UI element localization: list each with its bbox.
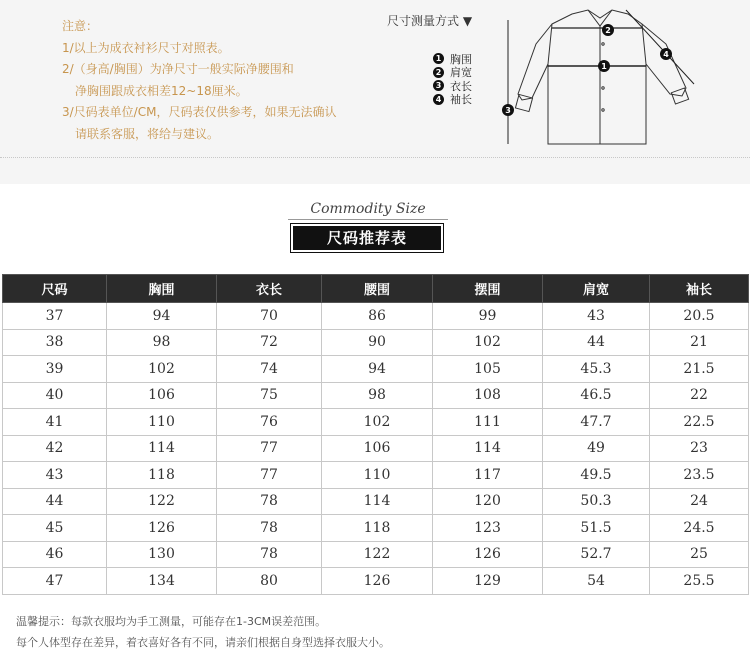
table-cell: 120 — [433, 488, 543, 515]
table-cell: 47 — [3, 568, 107, 595]
table-cell: 134 — [107, 568, 217, 595]
table-cell: 44 — [3, 488, 107, 515]
table-cell: 21 — [650, 329, 749, 356]
table-cell: 49 — [543, 435, 650, 462]
table-cell: 72 — [217, 329, 322, 356]
table-cell: 126 — [322, 568, 433, 595]
legend-item-sleeve — [433, 93, 472, 107]
table-cell: 23 — [650, 435, 749, 462]
number-2-icon: 2 — [433, 67, 444, 78]
table-cell: 129 — [433, 568, 543, 595]
measure-title-text: 尺寸测量方式 — [387, 14, 460, 28]
table-cell: 40 — [3, 382, 107, 409]
legend-label: 袖长 — [450, 93, 472, 107]
svg-text:4: 4 — [663, 50, 669, 59]
table-cell: 105 — [433, 356, 543, 383]
table-cell: 118 — [107, 462, 217, 489]
table-cell: 99 — [433, 303, 543, 330]
table-cell: 102 — [322, 409, 433, 436]
svg-text:3: 3 — [505, 106, 511, 115]
header-hem: 摆围 — [433, 275, 543, 303]
table-cell: 43 — [543, 303, 650, 330]
table-cell: 117 — [433, 462, 543, 489]
table-cell: 98 — [107, 329, 217, 356]
note-line-3a: 3/尺码表单位/CM，尺码表仅供参考，如果无法确认 — [62, 105, 337, 119]
table-cell: 106 — [107, 382, 217, 409]
table-cell: 106 — [322, 435, 433, 462]
measure-legend — [433, 52, 472, 106]
table-cell: 47.7 — [543, 409, 650, 436]
table-cell: 86 — [322, 303, 433, 330]
note-line-1: 1/以上为成衣衬衫尺寸对照表。 — [62, 40, 230, 55]
number-4-icon: 4 — [433, 94, 444, 105]
table-cell: 94 — [322, 356, 433, 383]
dropdown-triangle-icon: ▼ — [462, 14, 473, 28]
note-line-2a: 2/（身高/胸围）为净尺寸一般实际净腰围和 — [62, 62, 294, 76]
table-cell: 43 — [3, 462, 107, 489]
table-cell: 126 — [433, 541, 543, 568]
table-cell: 122 — [322, 541, 433, 568]
table-row — [3, 462, 749, 489]
table-cell: 110 — [107, 409, 217, 436]
note-line-3b: 请联系客服，将给与建议。 — [75, 126, 220, 141]
table-row — [3, 303, 749, 330]
svg-text:2: 2 — [605, 26, 611, 35]
svg-text:1: 1 — [601, 62, 607, 71]
notes-panel — [0, 0, 750, 184]
note-line-2b: 净胸围跟成衣相差12~18厘米。 — [75, 83, 248, 98]
headline-chinese: 尺码推荐表 — [291, 224, 443, 252]
headline-english: Commodity Size — [310, 201, 426, 217]
table-cell: 78 — [217, 541, 322, 568]
table-row — [3, 409, 749, 436]
table-row — [3, 488, 749, 515]
table-cell: 45.3 — [543, 356, 650, 383]
table-row — [3, 541, 749, 568]
size-table — [2, 274, 748, 595]
table-cell: 114 — [433, 435, 543, 462]
table-cell: 80 — [217, 568, 322, 595]
table-cell: 39 — [3, 356, 107, 383]
number-3-icon: 3 — [433, 80, 444, 91]
legend-label: 肩宽 — [450, 66, 472, 80]
table-cell: 123 — [433, 515, 543, 542]
header-chest: 胸围 — [107, 275, 217, 303]
table-cell: 77 — [217, 435, 322, 462]
table-row — [3, 382, 749, 409]
table-cell: 23.5 — [650, 462, 749, 489]
table-cell: 50.3 — [543, 488, 650, 515]
divider — [0, 157, 750, 158]
shirt-diagram-icon — [496, 4, 712, 154]
size-notes — [62, 16, 336, 145]
table-cell: 114 — [322, 488, 433, 515]
table-cell: 130 — [107, 541, 217, 568]
table-cell: 41 — [3, 409, 107, 436]
table-row — [3, 329, 749, 356]
table-cell: 102 — [107, 356, 217, 383]
header-waist: 腰围 — [322, 275, 433, 303]
table-cell: 94 — [107, 303, 217, 330]
header-length: 衣长 — [217, 275, 322, 303]
table-cell: 49.5 — [543, 462, 650, 489]
table-cell: 21.5 — [650, 356, 749, 383]
table-cell: 22.5 — [650, 409, 749, 436]
table-body — [3, 303, 749, 595]
table-cell: 111 — [433, 409, 543, 436]
table-cell: 44 — [543, 329, 650, 356]
table-cell: 98 — [322, 382, 433, 409]
table-cell: 42 — [3, 435, 107, 462]
table-cell: 54 — [543, 568, 650, 595]
table-cell: 51.5 — [543, 515, 650, 542]
table-cell: 37 — [3, 303, 107, 330]
table-cell: 76 — [217, 409, 322, 436]
table-row — [3, 435, 749, 462]
table-cell: 102 — [433, 329, 543, 356]
number-1-icon: 1 — [433, 53, 444, 64]
table-cell: 110 — [322, 462, 433, 489]
footer-tips — [16, 611, 390, 653]
table-cell: 75 — [217, 382, 322, 409]
table-header-row — [3, 275, 749, 303]
table-cell: 46 — [3, 541, 107, 568]
table-cell: 25 — [650, 541, 749, 568]
table-cell: 78 — [217, 488, 322, 515]
table-cell: 77 — [217, 462, 322, 489]
footer-line-2: 每个人体型存在差异，着衣喜好各有不同，请亲们根据自身型选择衣服大小。 — [16, 636, 390, 649]
table-cell: 126 — [107, 515, 217, 542]
table-cell: 46.5 — [543, 382, 650, 409]
table-cell: 108 — [433, 382, 543, 409]
notes-title: 注意： — [62, 19, 99, 33]
table-row — [3, 515, 749, 542]
size-chart-table — [2, 274, 749, 595]
table-cell: 20.5 — [650, 303, 749, 330]
legend-label: 胸围 — [450, 52, 472, 66]
table-cell: 78 — [217, 515, 322, 542]
table-cell: 45 — [3, 515, 107, 542]
table-cell: 24 — [650, 488, 749, 515]
table-cell: 70 — [217, 303, 322, 330]
header-size: 尺码 — [3, 275, 107, 303]
table-cell: 90 — [322, 329, 433, 356]
table-cell: 114 — [107, 435, 217, 462]
table-cell: 74 — [217, 356, 322, 383]
header-sleeve: 袖长 — [650, 275, 749, 303]
table-cell: 38 — [3, 329, 107, 356]
legend-label: 衣长 — [450, 79, 472, 93]
headline-divider — [288, 219, 448, 220]
table-cell: 52.7 — [543, 541, 650, 568]
measure-method-title — [387, 12, 472, 29]
table-cell: 122 — [107, 488, 217, 515]
table-cell: 22 — [650, 382, 749, 409]
header-shoulder: 肩宽 — [543, 275, 650, 303]
table-cell: 25.5 — [650, 568, 749, 595]
table-cell: 24.5 — [650, 515, 749, 542]
table-cell: 118 — [322, 515, 433, 542]
table-row — [3, 356, 749, 383]
table-row — [3, 568, 749, 595]
footer-line-1: 温馨提示：每款衣服均为手工测量，可能存在1-3CM误差范围。 — [16, 615, 327, 628]
